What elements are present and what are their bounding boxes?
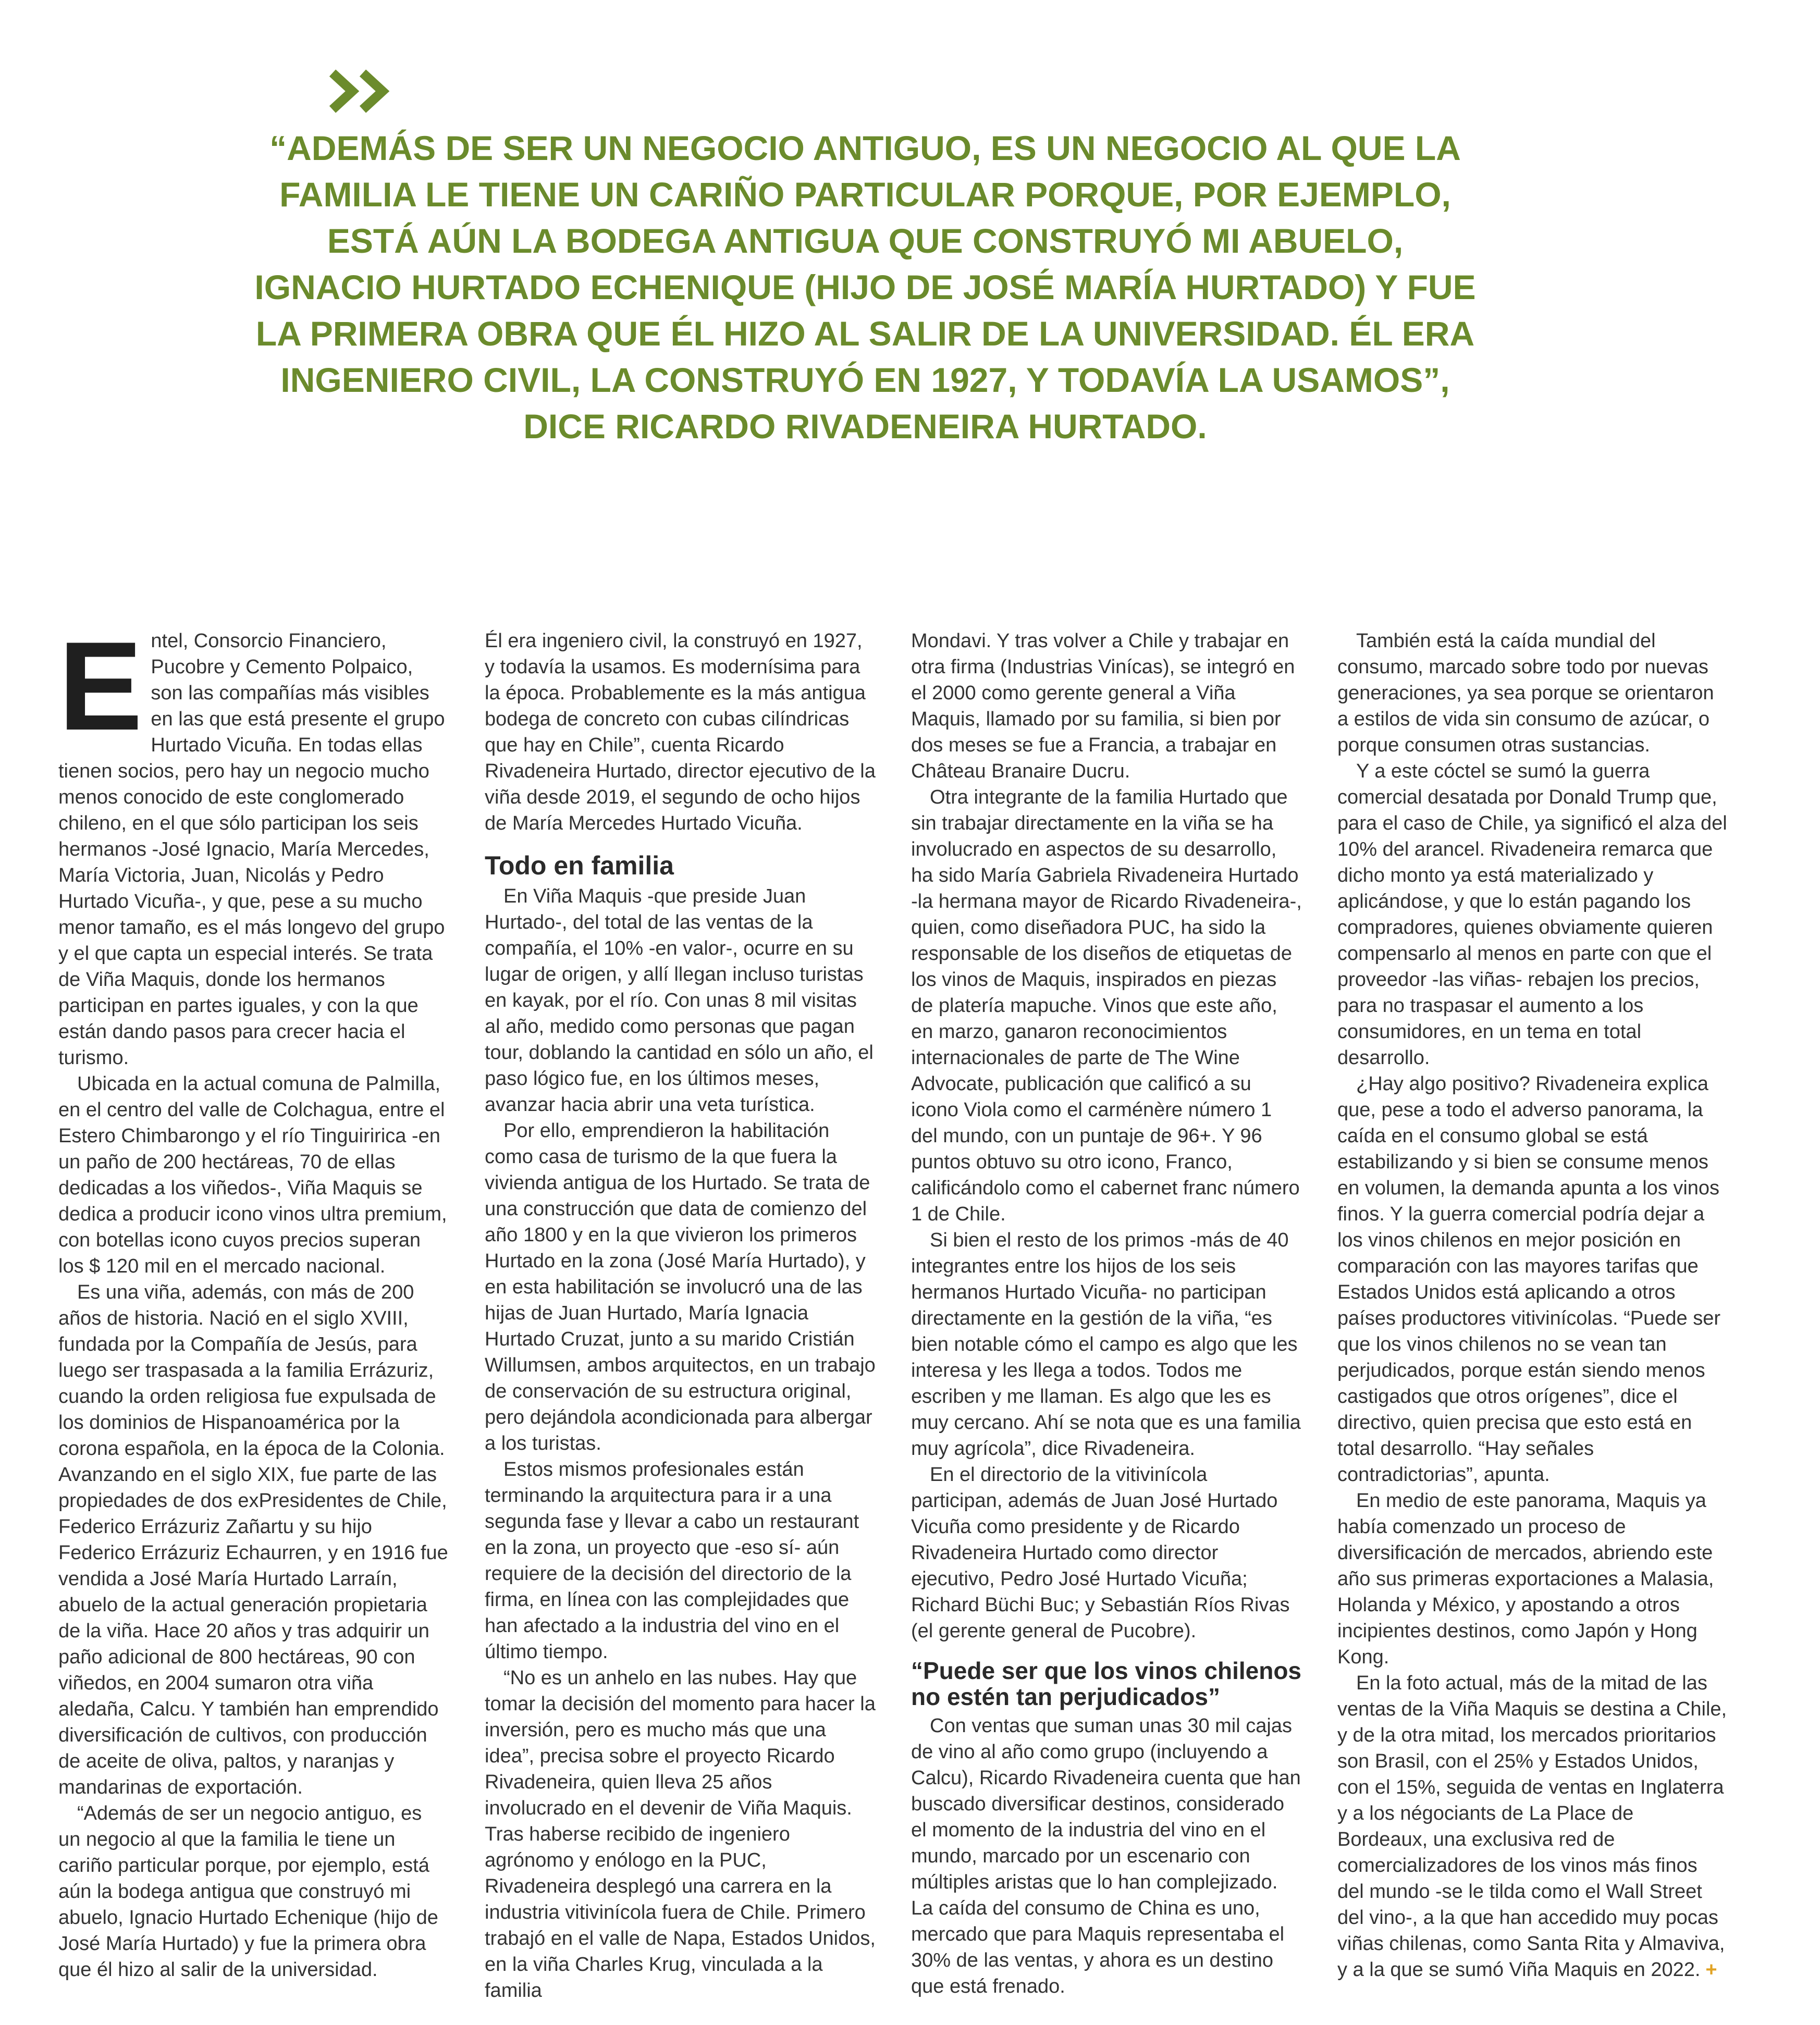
paragraph: Con ventas que suman unas 30 mil cajas de vino al año como grupo (incluyendo a Calcu), Ricardo Rivadeneira cuenta que han buscado diversificar destinos, considerado el momento de la industria del vino en el mundo, marcado por un escenario con múltiples aristas que lo han complejizado. La caída del consumo de China es uno, mercado que para Maquis representaba el 30% de las ventas, y ahora es un destino que está frenado.: [911, 1715, 1301, 1997]
paragraph: ¿Hay algo positivo? Rivadeneira explica que, pese a todo el adverso panorama, la caída en el consumo global se está estabilizando y si bien se consume menos en volumen, la demanda apunta a los vinos finos. Y la guerra comercial podría dejar a los vinos chilenos en mejor posición en comparación con las mayores tarifas que Estados Unidos está aplicando a otros países productores vitivinícolas. “Puede ser que los vinos chilenos no se vean tan perjudicados, porque están siendo menos castigados que otros orígenes”, dice el directivo, quien precisa que esto está en total desarrollo. “Hay señales contradictorias”, apunta.: [1337, 1073, 1721, 1486]
paragraph: [1337, 1670, 1728, 1983]
paragraph: Otra integrante de la familia Hurtado que sin trabajar directamente en la viña se ha involucrado en aspectos de su desarrollo, ha sido María Gabriela Rivadeneira Hurtado -la hermana mayor de Ricardo Rivadeneira-, quien, como diseñadora PUC, ha sido la responsable de los diseños de etiquetas de los vinos de Maquis, inspirados en piezas de platería mapuche. Vinos que este año, en marzo, ganaron reconocimientos internacionales de parte de The Wine Advocate, publicación que calificó a su icono Viola como el carménère número 1 del mundo, con un puntaje de 96+. Y 96 puntos obtuvo su otro icono, Franco, calificándolo como el cabernet franc número 1 de Chile.: [911, 786, 1302, 1225]
paragraph: Y a este cóctel se sumó la guerra comercial desatada por Donald Trump que, para el caso de Chile, ya significó el alza del 10% del arancel. Rivadeneira remarca que dicho monto ya está materializado y aplicándose, y que lo están pagando los compradores, quienes obviamente quieren compensarlo al menos en parte con que el proveedor -las viñas- rebajen los precios, para no traspasar el aumento a los consumidores, en un tema en total desarrollo.: [1337, 760, 1727, 1069]
paragraph: Mondavi. Y tras volver a Chile y trabajar en otra firma (Industrias Vinícas), se integró en el 2000 como gerente general a Viña Maquis, llamado por su familia, si bien por dos meses se fue a Francia, a trabajar en Château Branaire Ducru.: [911, 630, 1295, 782]
double-chevron-icon: [328, 68, 396, 115]
paragraph: En medio de este panorama, Maquis ya había comenzado un proceso de diversificación de mercados, abriendo este año sus primeras exportaciones a Malasia, Holanda y México, y apostando a otros incipientes destinos, como Japón y Hong Kong.: [1337, 1490, 1714, 1668]
paragraph: “Además de ser un negocio antiguo, es un negocio al que la familia le tiene un cariño particular porque, por ejemplo, está aún la bodega antigua que construyó mi abuelo, Ignacio Hurtado Echenique (hijo de José María Hurtado) y fue la primera obra que él hizo al salir de la universidad.: [58, 1802, 438, 1981]
section-heading: “Puede ser que los vinos chilenos no estén tan perjudicados”: [911, 1657, 1302, 1710]
paragraph: Por ello, emprendieron la habilitación como casa de turismo de la que fuera la vivienda antigua de los Hurtado. Se trata de una construcción que data de comienzo del año 1800 y en la que vivieron los primeros Hurtado en la zona (José María Hurtado), y en esta habilitación se involucró una de las hijas de Juan Hurtado, María Ignacia Hurtado Cruzat, junto a su marido Cristián Willumsen, ambos arquitectos, en un trabajo de conservación de su estructura original, pero dejándola acondicionada para albergar a los turistas.: [485, 1120, 876, 1454]
end-mark: +: [1705, 1959, 1717, 1981]
paragraph: También está la caída mundial del consumo, marcado sobre todo por nuevas generaciones, ya sea porque se orientaron a estilos de vida sin consumo de azúcar, o porque consumen otras sustancias.: [1337, 630, 1714, 756]
paragraph: Estos mismos profesionales están terminando la arquitectura para ir a una segunda fase y llevar a cabo un restaurant en la zona, un proyecto que -eso sí- aún requiere de la decisión del directorio de la firma, en línea con las complejidades que han afectado a la industria del vino en el último tiempo.: [485, 1459, 859, 1663]
pull-quote: “ADEMÁS DE SER UN NEGOCIO ANTIGUO, ES UN NEGOCIO AL QUE LA FAMILIA LE TIENE UN CARIÑO PARTICULAR PORQUE, POR EJEMPLO, ESTÁ AÚN LA BODEGA ANTIGUA QUE CONSTRUYÓ MI ABUELO, IGNACIO HURTADO ECHENIQUE (HIJO DE JOSÉ MARÍA HURTADO) Y FUE LA PRIMERA OBRA QUE ÉL HIZO AL SALIR DE LA UNIVERSIDAD. ÉL ERA INGENIERO CIVIL, LA CONSTRUYÓ EN 1927, Y TODAVÍA LA USAMOS”, DICE RICARDO RIVADENEIRA HURTADO.: [254, 129, 1476, 446]
article-body: [58, 616, 1727, 2014]
paragraph: En Viña Maquis -que preside Juan Hurtado-, del total de las ventas de la compañía, el 10% -en valor-, ocurre en su lugar de origen, y allí llegan incluso turistas en kayak, por el río. Con unas 8 mil visitas al año, medido como personas que pagan tour, doblando la cantidad en sólo un año, el paso lógico fue, en los últimos meses, avanzar hacia abrir una veta turística.: [485, 885, 874, 1116]
paragraph-text: En la foto actual, más de la mitad de las ventas de la Viña Maquis se destina a Chile, y de la otra mitad, los mercados prioritarios son Brasil, con el 25% y Estados Unidos, con el 15%, seguida de ventas en Inglaterra y a los négociants de La Place de Bordeaux, una exclusiva red de comercializadores de los vinos más finos del mundo -se le tilda como el Wall Street del vino-, a la que han accedido muy pocas viñas chilenas, como Santa Rita y Almaviva, y a la que se sumó Viña Maquis en 2022.: [1337, 1672, 1727, 1981]
column-3: [911, 628, 1302, 2014]
column-1: [58, 616, 449, 2014]
column-2: [485, 628, 876, 2014]
paragraph: ntel, Consorcio Financiero, Pucobre y Cemento Polpaico, son las compañías más visibles en las que está presente el grupo Hurtado Vicuña. En todas ellas tienen socios, pero hay un negocio mucho menos conocido de este conglomerado chileno, en el que sólo participan los seis hermanos -José Ignacio, María Mercedes, María Victoria, Juan, Nicolás y Pedro Hurtado Vicuña-, y que, pese a su mucho menor tamaño, es el más longevo del grupo y el que capta un especial interés. Se trata de Viña Maquis, donde los hermanos participan en partes iguales, y con la que están dando pasos para crecer hacia el turismo.: [58, 630, 445, 1069]
paragraph: “No es un anhelo en las nubes. Hay que tomar la decisión del momento para hacer la inversión, pero es mucho más que una idea”, precisa sobre el proyecto Ricardo Rivadeneira, quien lleva 25 años involucrado en el devenir de Viña Maquis. Tras haberse recibido de ingeniero agrónomo y enólogo en la PUC, Rivadeneira desplegó una carrera en la industria vitivinícola fuera de Chile. Primero trabajó en el valle de Napa, Estados Unidos, en la viña Charles Krug, vinculada a la familia: [485, 1667, 876, 2002]
paragraph: Si bien el resto de los primos -más de 40 integrantes entre los hijos de los seis hermanos Hurtado Vicuña- no participan directamente en la gestión de la viña, “es bien notable cómo el campo es algo que les interesa y les llega a todos. Todos me escriben y me llaman. Es algo que les es muy cercano. Ahí se nota que es una familia muy agrícola”, dice Rivadeneira.: [911, 1229, 1301, 1460]
paragraph: Ubicada en la actual comuna de Palmilla, en el centro del valle de Colchagua, entre el Estero Chimbarongo y el río Tinguiririca -en un paño de 200 hectáreas, 70 de ellas dedicadas a los viñedos-, Viña Maquis se dedica a producir icono vinos ultra premium, con botellas icono cuyos precios superan los $ 120 mil en el mercado nacional.: [58, 1073, 447, 1277]
section-heading: Todo en familia: [485, 851, 674, 880]
paragraph: Es una viña, además, con más de 200 años de historia. Nació en el siglo XVIII, fundada por la Compañía de Jesús, para luego ser traspasada a la familia Errázuriz, cuando la orden religiosa fue expulsada de los dominios de Hispanoamérica por la corona española, en la época de la Colonia. Avanzando en el siglo XIX, fue parte de las propiedades de dos exPresidentes de Chile, Federico Errázuriz Zañartu y su hijo Federico Errázuriz Echaurren, y en 1916 fue vendida a José María Hurtado Larraín, abuelo de la actual generación propietaria de la viña. Hace 20 años y tras adquirir un paño adicional de 800 hectáreas, 90 con viñedos, en 2004 sumaron otra viña aledaña, Calcu. Y también han emprendido diversificación de cultivos, con producción de aceite de oliva, paltos, y naranjas y mandarinas de exportación.: [58, 1281, 448, 1798]
column-4: [1337, 628, 1728, 2014]
paragraph: En el directorio de la vitivinícola participan, además de Juan José Hurtado Vicuña como presidente y de Ricardo Rivadeneira Hurtado como director ejecutivo, Pedro José Hurtado Vicuña; Richard Büchi Buc; y Sebastián Ríos Rivas (el gerente general de Pucobre).: [911, 1464, 1290, 1642]
drop-cap: E: [58, 616, 143, 757]
paragraph: Él era ingeniero civil, la construyó en 1927, y todavía la usamos. Es modernísima para la época. Probablemente es la más antigua bodega de concreto con cubas cilíndricas que hay en Chile”, cuenta Ricardo Rivadeneira Hurtado, director ejecutivo de la viña desde 2019, el segundo de ocho hijos de María Mercedes Hurtado Vicuña.: [485, 630, 876, 834]
